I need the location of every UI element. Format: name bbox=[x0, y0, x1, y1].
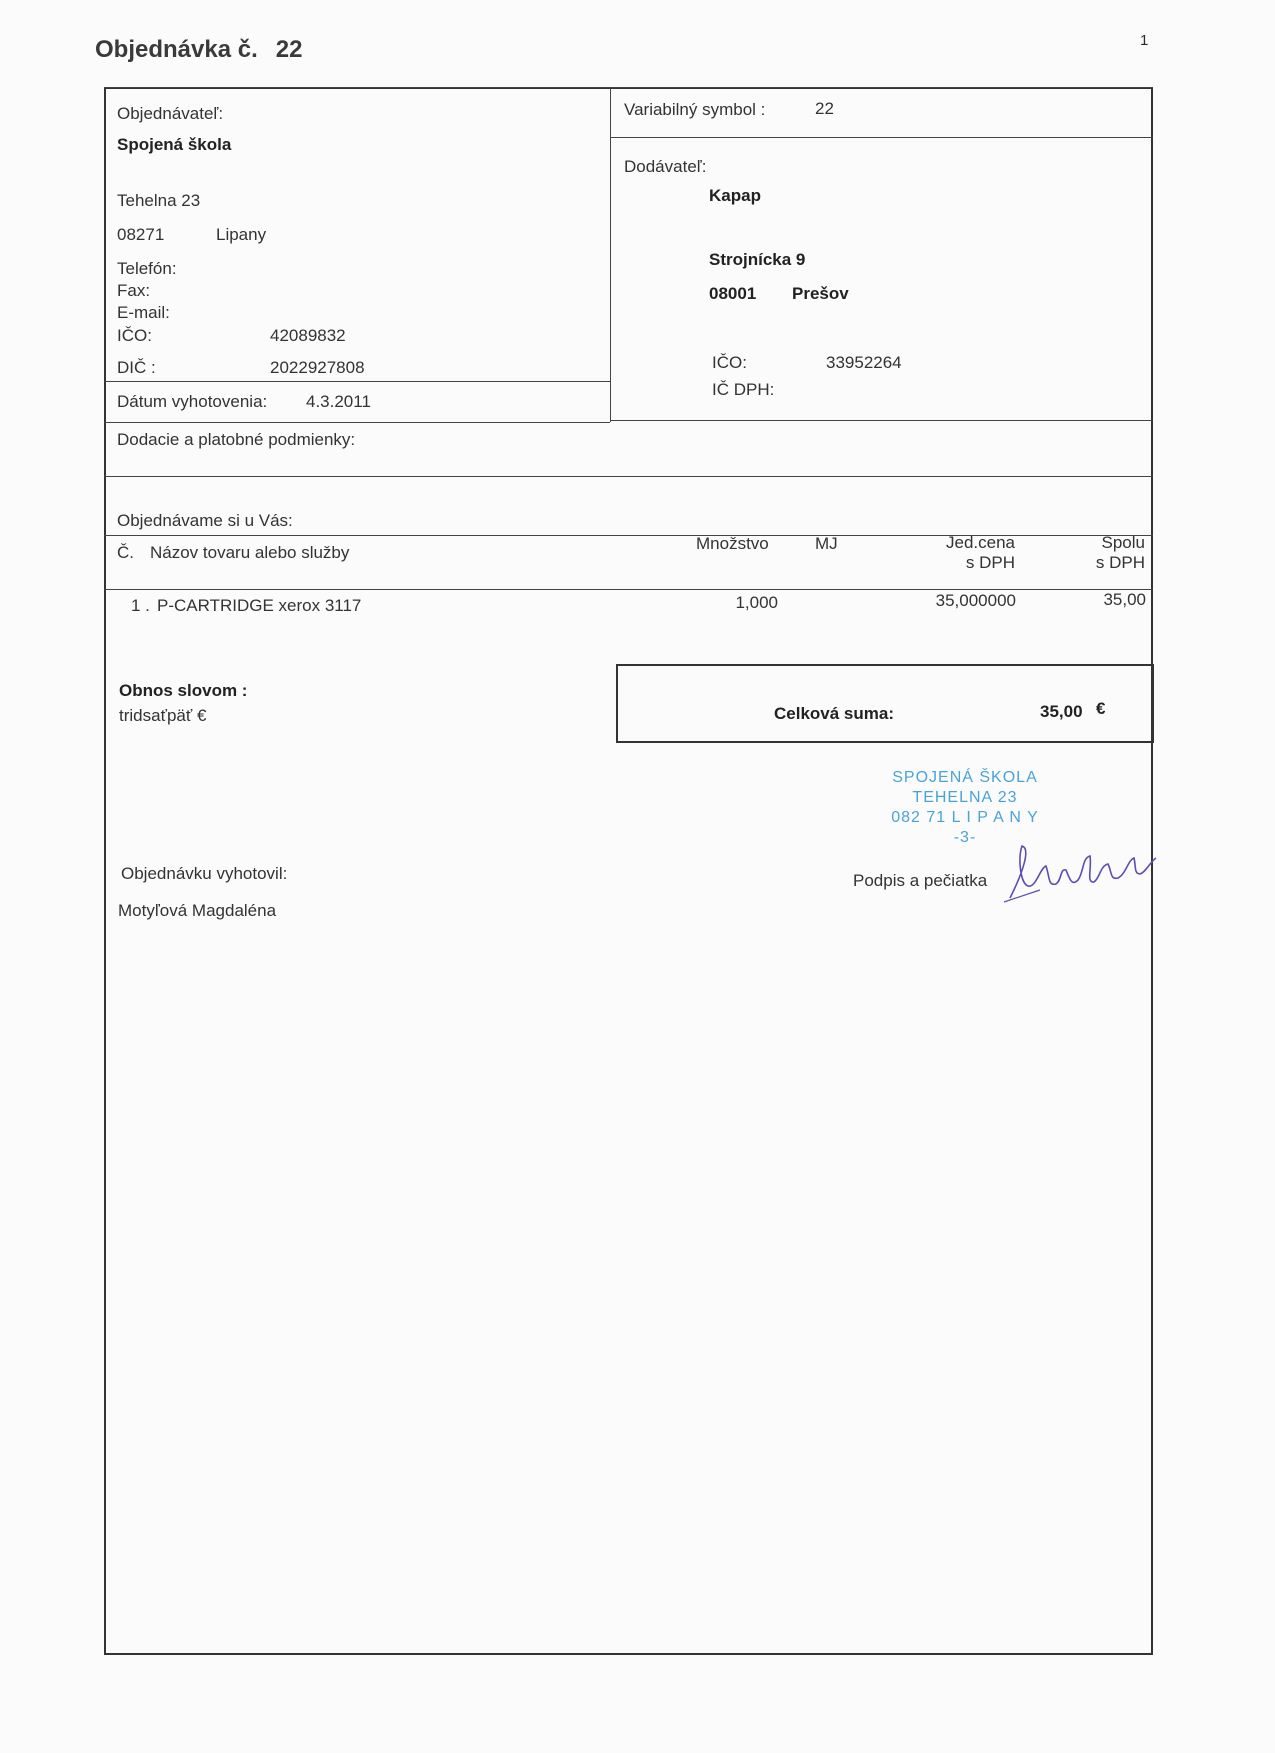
title-label: Objednávka č. bbox=[95, 36, 258, 63]
col-total-l2: s DPH bbox=[1095, 553, 1145, 572]
divider bbox=[610, 137, 1153, 138]
divider bbox=[104, 381, 610, 382]
col-qty: Množstvo bbox=[696, 534, 769, 553]
words-value: tridsaťpäť € bbox=[119, 706, 207, 725]
item-no: 1 . bbox=[131, 596, 150, 615]
order-intro: Objednávame si u Vás: bbox=[117, 511, 293, 530]
buyer-label: Objednávateľ: bbox=[117, 104, 224, 123]
item-qty: 1,000 bbox=[735, 593, 778, 612]
buyer-dic-label: DIČ : bbox=[117, 358, 156, 377]
author-label: Objednávku vyhotovil: bbox=[121, 864, 288, 883]
buyer-email-label: E-mail: bbox=[117, 303, 170, 322]
stamp-line4: -3- bbox=[953, 829, 977, 846]
date-label: Dátum vyhotovenia: bbox=[117, 392, 268, 411]
supplier-name: Kapap bbox=[709, 186, 761, 205]
item-price: 35,000000 bbox=[935, 591, 1016, 610]
buyer-zip: 08271 bbox=[117, 225, 165, 244]
divider bbox=[104, 422, 610, 423]
total-label: Celková suma: bbox=[774, 704, 894, 723]
variable-symbol-value: 22 bbox=[815, 99, 834, 118]
buyer-street: Tehelna 23 bbox=[117, 191, 201, 210]
buyer-phone-label: Telefón: bbox=[117, 259, 177, 278]
signature-icon bbox=[1000, 828, 1160, 908]
order-number: 22 bbox=[275, 36, 303, 63]
buyer-ico-label: IČO: bbox=[117, 326, 152, 345]
divider bbox=[104, 589, 1153, 590]
col-price-l1: Jed.cena bbox=[946, 533, 1015, 552]
col-price bbox=[900, 533, 1015, 573]
buyer-name: Spojená škola bbox=[117, 135, 232, 154]
item-total: 35,00 bbox=[1103, 590, 1146, 609]
stamp-line1: SPOJENÁ ŠKOLA bbox=[892, 769, 1038, 786]
col-name: Názov tovaru alebo služby bbox=[150, 543, 350, 562]
divider bbox=[104, 476, 1153, 477]
supplier-ico-label: IČO: bbox=[712, 353, 747, 372]
col-total-l1: Spolu bbox=[1101, 533, 1145, 552]
author-name: Motyľová Magdaléna bbox=[118, 901, 277, 920]
terms-label: Dodacie a platobné podmienky: bbox=[117, 430, 356, 449]
supplier-label: Dodávateľ: bbox=[624, 157, 707, 176]
buyer-city: Lipany bbox=[216, 225, 267, 244]
stamp-line3: 082 71 L I P A N Y bbox=[891, 809, 1039, 826]
total-value: 35,00 bbox=[1040, 702, 1083, 721]
supplier-city: Prešov bbox=[792, 284, 849, 303]
buyer-fax-label: Fax: bbox=[117, 281, 151, 300]
buyer-ico: 42089832 bbox=[270, 326, 346, 345]
supplier-ico: 33952264 bbox=[826, 353, 902, 372]
item-name: P-CARTRIDGE xerox 3117 bbox=[157, 596, 362, 615]
buyer-dic: 2022927808 bbox=[270, 358, 365, 377]
divider bbox=[610, 420, 1153, 421]
variable-symbol-label: Variabilný symbol : bbox=[624, 100, 766, 119]
supplier-icdph-label: IČ DPH: bbox=[712, 380, 775, 399]
stamp-line2: TEHELNA 23 bbox=[912, 789, 1018, 806]
total-currency: € bbox=[1096, 699, 1106, 718]
page-number: 1 bbox=[1140, 32, 1149, 49]
divider bbox=[104, 87, 1153, 88]
signature-label: Podpis a pečiatka bbox=[853, 871, 988, 890]
date-value: 4.3.2011 bbox=[306, 392, 371, 411]
supplier-street: Strojnícka 9 bbox=[709, 250, 806, 269]
col-unit: MJ bbox=[815, 534, 838, 553]
col-no: Č. bbox=[117, 543, 134, 562]
col-price-l2: s DPH bbox=[965, 553, 1015, 572]
supplier-zip: 08001 bbox=[709, 284, 757, 303]
page-title bbox=[95, 36, 302, 64]
col-total bbox=[1040, 533, 1145, 573]
words-label: Obnos slovom : bbox=[119, 681, 248, 700]
